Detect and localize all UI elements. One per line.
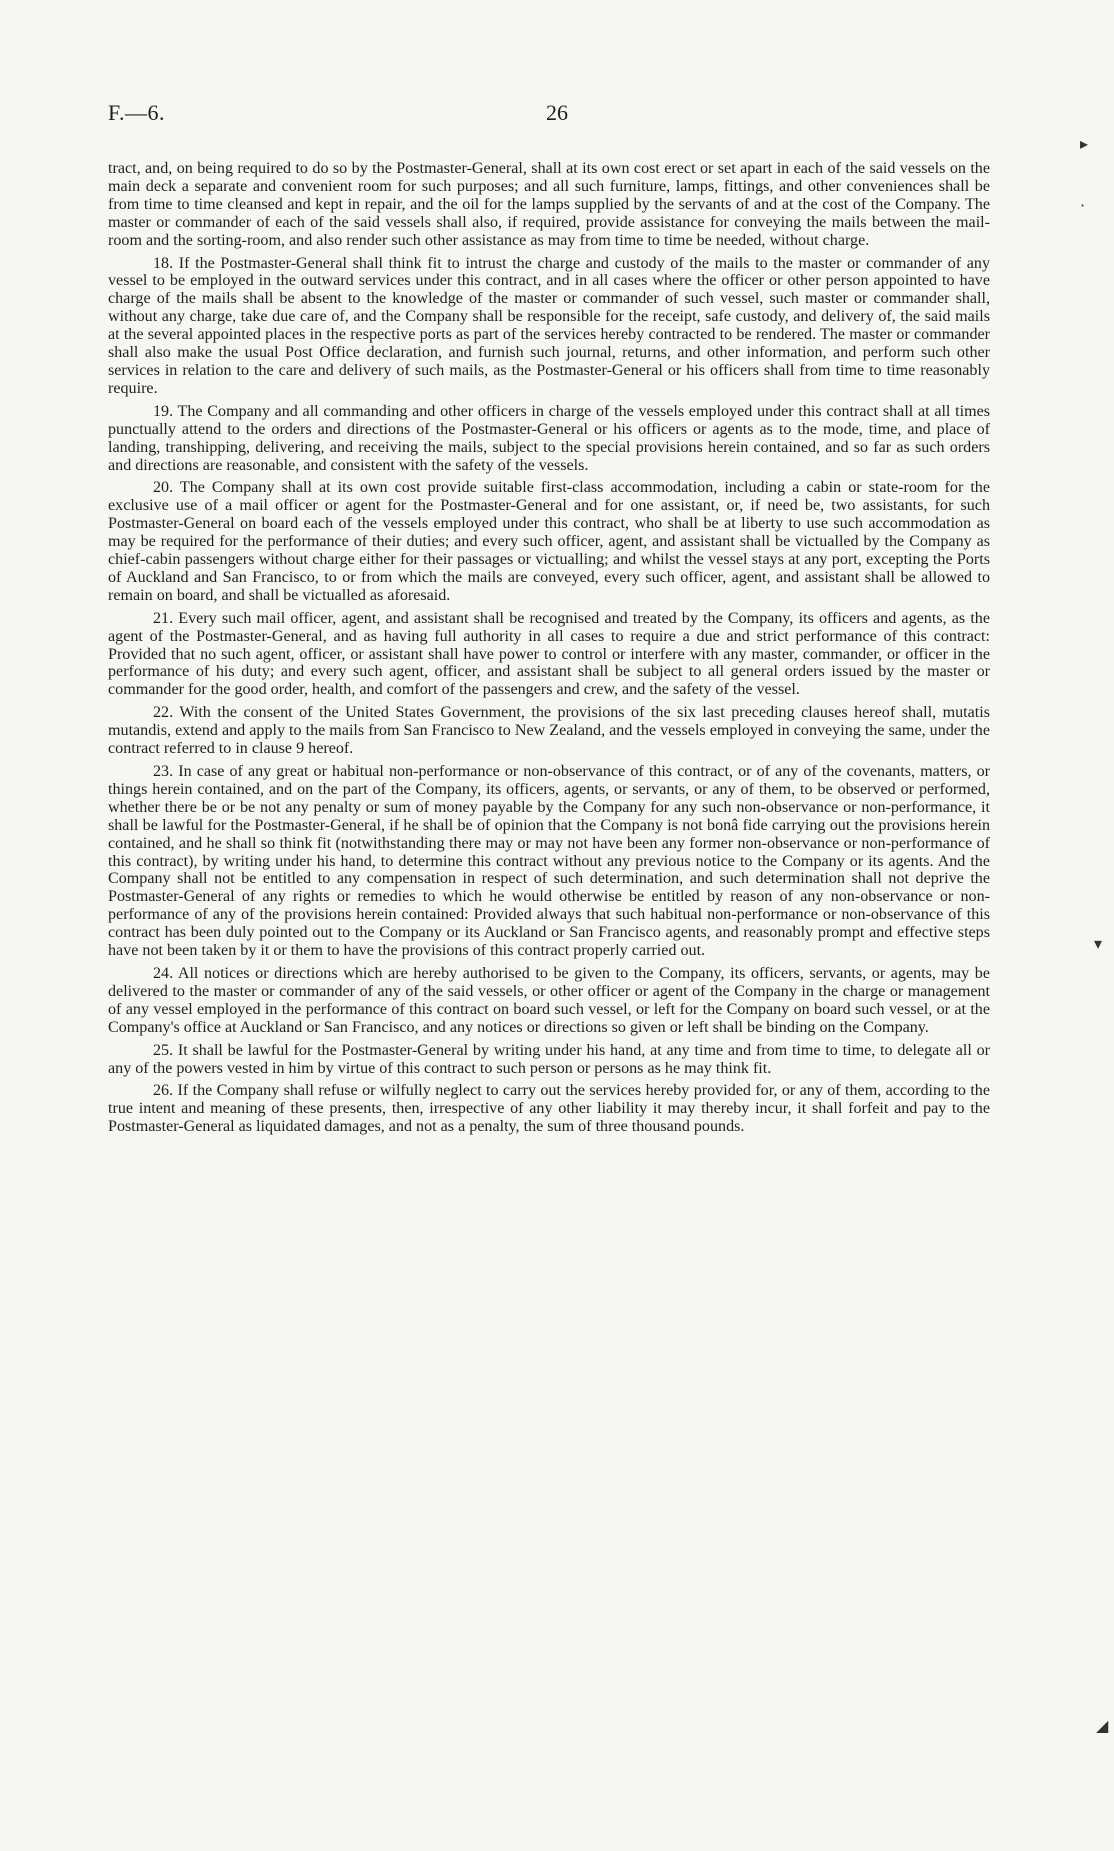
scan-speck-mark: · bbox=[1080, 196, 1086, 215]
clause-25: 25. It shall be lawful for the Postmaster-General by writing under his hand, at any time and from time to time, to delegate all or any of the powers vested in him by virtue of this contract to such person or persons as he may think fit. bbox=[108, 1041, 990, 1077]
page-header bbox=[108, 100, 1006, 136]
document-body bbox=[108, 160, 990, 1141]
clause-21: 21. Every such mail officer, agent, and assistant shall be recognised and treated by the Company, its officers and agents, as the agent of the Postmaster-General, and as having full authority in all cases to require a due and strict performance of this contract: Provided that no such agent, officer, or assistant shall have power to control or interfere with any master, commander, or officer in the performance of his duty; and every such agent, officer, and assistant shall be subject to all general orders issued by the master or commander for the good order, health, and comfort of the passengers and crew, and the safety of the vessel. bbox=[108, 609, 990, 699]
clause-18: 18. If the Postmaster-General shall think fit to intrust the charge and custody of the mails to the master or commander of any vessel to be employed in the outward services under this contract, and in all cases where the officer or other person appointed to have charge of the mails shall be absent to the knowledge of the master or commander of such vessel, such master or commander shall, without any charge, take due care of, and the Company shall be responsible for the receipt, safe custody, and delivery of, the said mails at the several appointed places in the respective ports as part of the services hereby contracted to be rendered. The master or commander shall also make the usual Post Office declaration, and furnish such journal, returns, and other information, and perform such other services in relation to the care and delivery of such mails, as the Postmaster-General or his officers shall from time to time reasonably require. bbox=[108, 254, 990, 397]
document-reference: F.—6. bbox=[108, 100, 165, 125]
clause-24: 24. All notices or directions which are hereby authorised to be given to the Company, its officers, servants, or agents, may be delivered to the master or commander of any of the said vessels, or other officer or agent of the Company in the charge or management of any vessel employed in the performance of this contract on board such vessel, or left for the Company on board such vessel, or at the Company's office at Auckland or San Francisco, and any notices or directions so given or left shall be binding on the Company. bbox=[108, 964, 990, 1036]
clause-26: 26. If the Company shall refuse or wilfully neglect to carry out the services hereby provided for, or any of them, according to the true intent and meaning of these presents, then, irrespective of any other liability it may thereby incur, it shall forfeit and pay to the Postmaster-General as liquidated damages, and not as a penalty, the sum of three thousand pounds. bbox=[108, 1082, 990, 1136]
clause-19: 19. The Company and all commanding and other officers in charge of the vessels employed under this contract shall at all times punctually attend to the orders and directions of the Postmaster-General or his officers or agents as to the mode, time, and place of landing, transhipping, delivering, and receiving the mails, subject to the special provisions herein contained, and so far as such orders and directions are reasonable, and consistent with the safety of the vessels. bbox=[108, 402, 990, 474]
scan-speck-mark: ▸ bbox=[1080, 134, 1089, 153]
clause-20: 20. The Company shall at its own cost provide suitable first-class accommodation, including a cabin or state-room for the exclusive use of a mail officer or agent for the Postmaster-General and for one assistant, or, if need be, two assistants, for such Postmaster-General on board each of the vessels employed under this contract, who shall be at liberty to use such accommodation as may be required for the performance of their duties; and every such officer, agent, and assistant shall be victualled by the Company as chief-cabin passengers without charge either for their passages or victualling; and whilst the vessel stays at any port, excepting the Ports of Auckland and San Francisco, to or from which the mails are conveyed, every such officer, agent, and assistant shall be allowed to remain on board, and shall be victualled as aforesaid. bbox=[108, 479, 990, 604]
clause-23: 23. In case of any great or habitual non-performance or non-observance of this contract, or of any of the covenants, matters, or things herein contained, and on the part of the Company, its officers, agents, or servants, or any of them, to be observed or performed, whether there be or be not any penalty or sum of money payable by the Company for any such non-observance or non-performance, it shall be lawful for the Postmaster-General, if he shall be of opinion that the Company is not bonâ fide carrying out the provisions herein contained, and he shall so think fit (notwithstanding there may or may not have been any former non-observance or non-performance of this contract), by writing under his hand, to determine this contract without any previous notice to the Company or its agents. And the Company shall not be entitled to any compensation in respect of such determination, and such determination shall not deprive the Postmaster-General of any rights or remedies to which he would otherwise be entitled by reason of any non-observance or non-performance of any of the provisions herein contained: Provided always that such habitual non-performance or non-observance of this contract has been duly pointed out to the Company or its Auckland or San Francisco agents, and reasonably prompt and effective steps have not been taken by it or them to have the provisions of this contract properly carried out. bbox=[108, 763, 990, 960]
page-number: 26 bbox=[546, 100, 568, 125]
scan-speck-mark: ▾ bbox=[1094, 934, 1103, 953]
clause-22: 22. With the consent of the United States Government, the provisions of the six last preceding clauses hereof shall, mutatis mutandis, extend and apply to the mails from San Francisco to New Zealand, and the vessels employed in conveying the same, under the contract referred to in clause 9 hereof. bbox=[108, 704, 990, 758]
paragraph-continuation: tract, and, on being required to do so by the Postmaster-General, shall at its own cost erect or set apart in each of the said vessels on the main deck a separate and convenient room for such purposes; and all such furniture, lamps, fittings, and other conveniences shall be from time to time cleansed and kept in repair, and the oil for the lamps supplied by the servants of and at the cost of the Company. The master or commander of each of the said vessels shall also, if required, provide assistance for conveying the mails between the mail-room and the sorting-room, and also render such other assistance as may from time to time be needed, without charge. bbox=[108, 160, 990, 249]
scan-speck-mark: ◢ bbox=[1096, 1716, 1109, 1735]
